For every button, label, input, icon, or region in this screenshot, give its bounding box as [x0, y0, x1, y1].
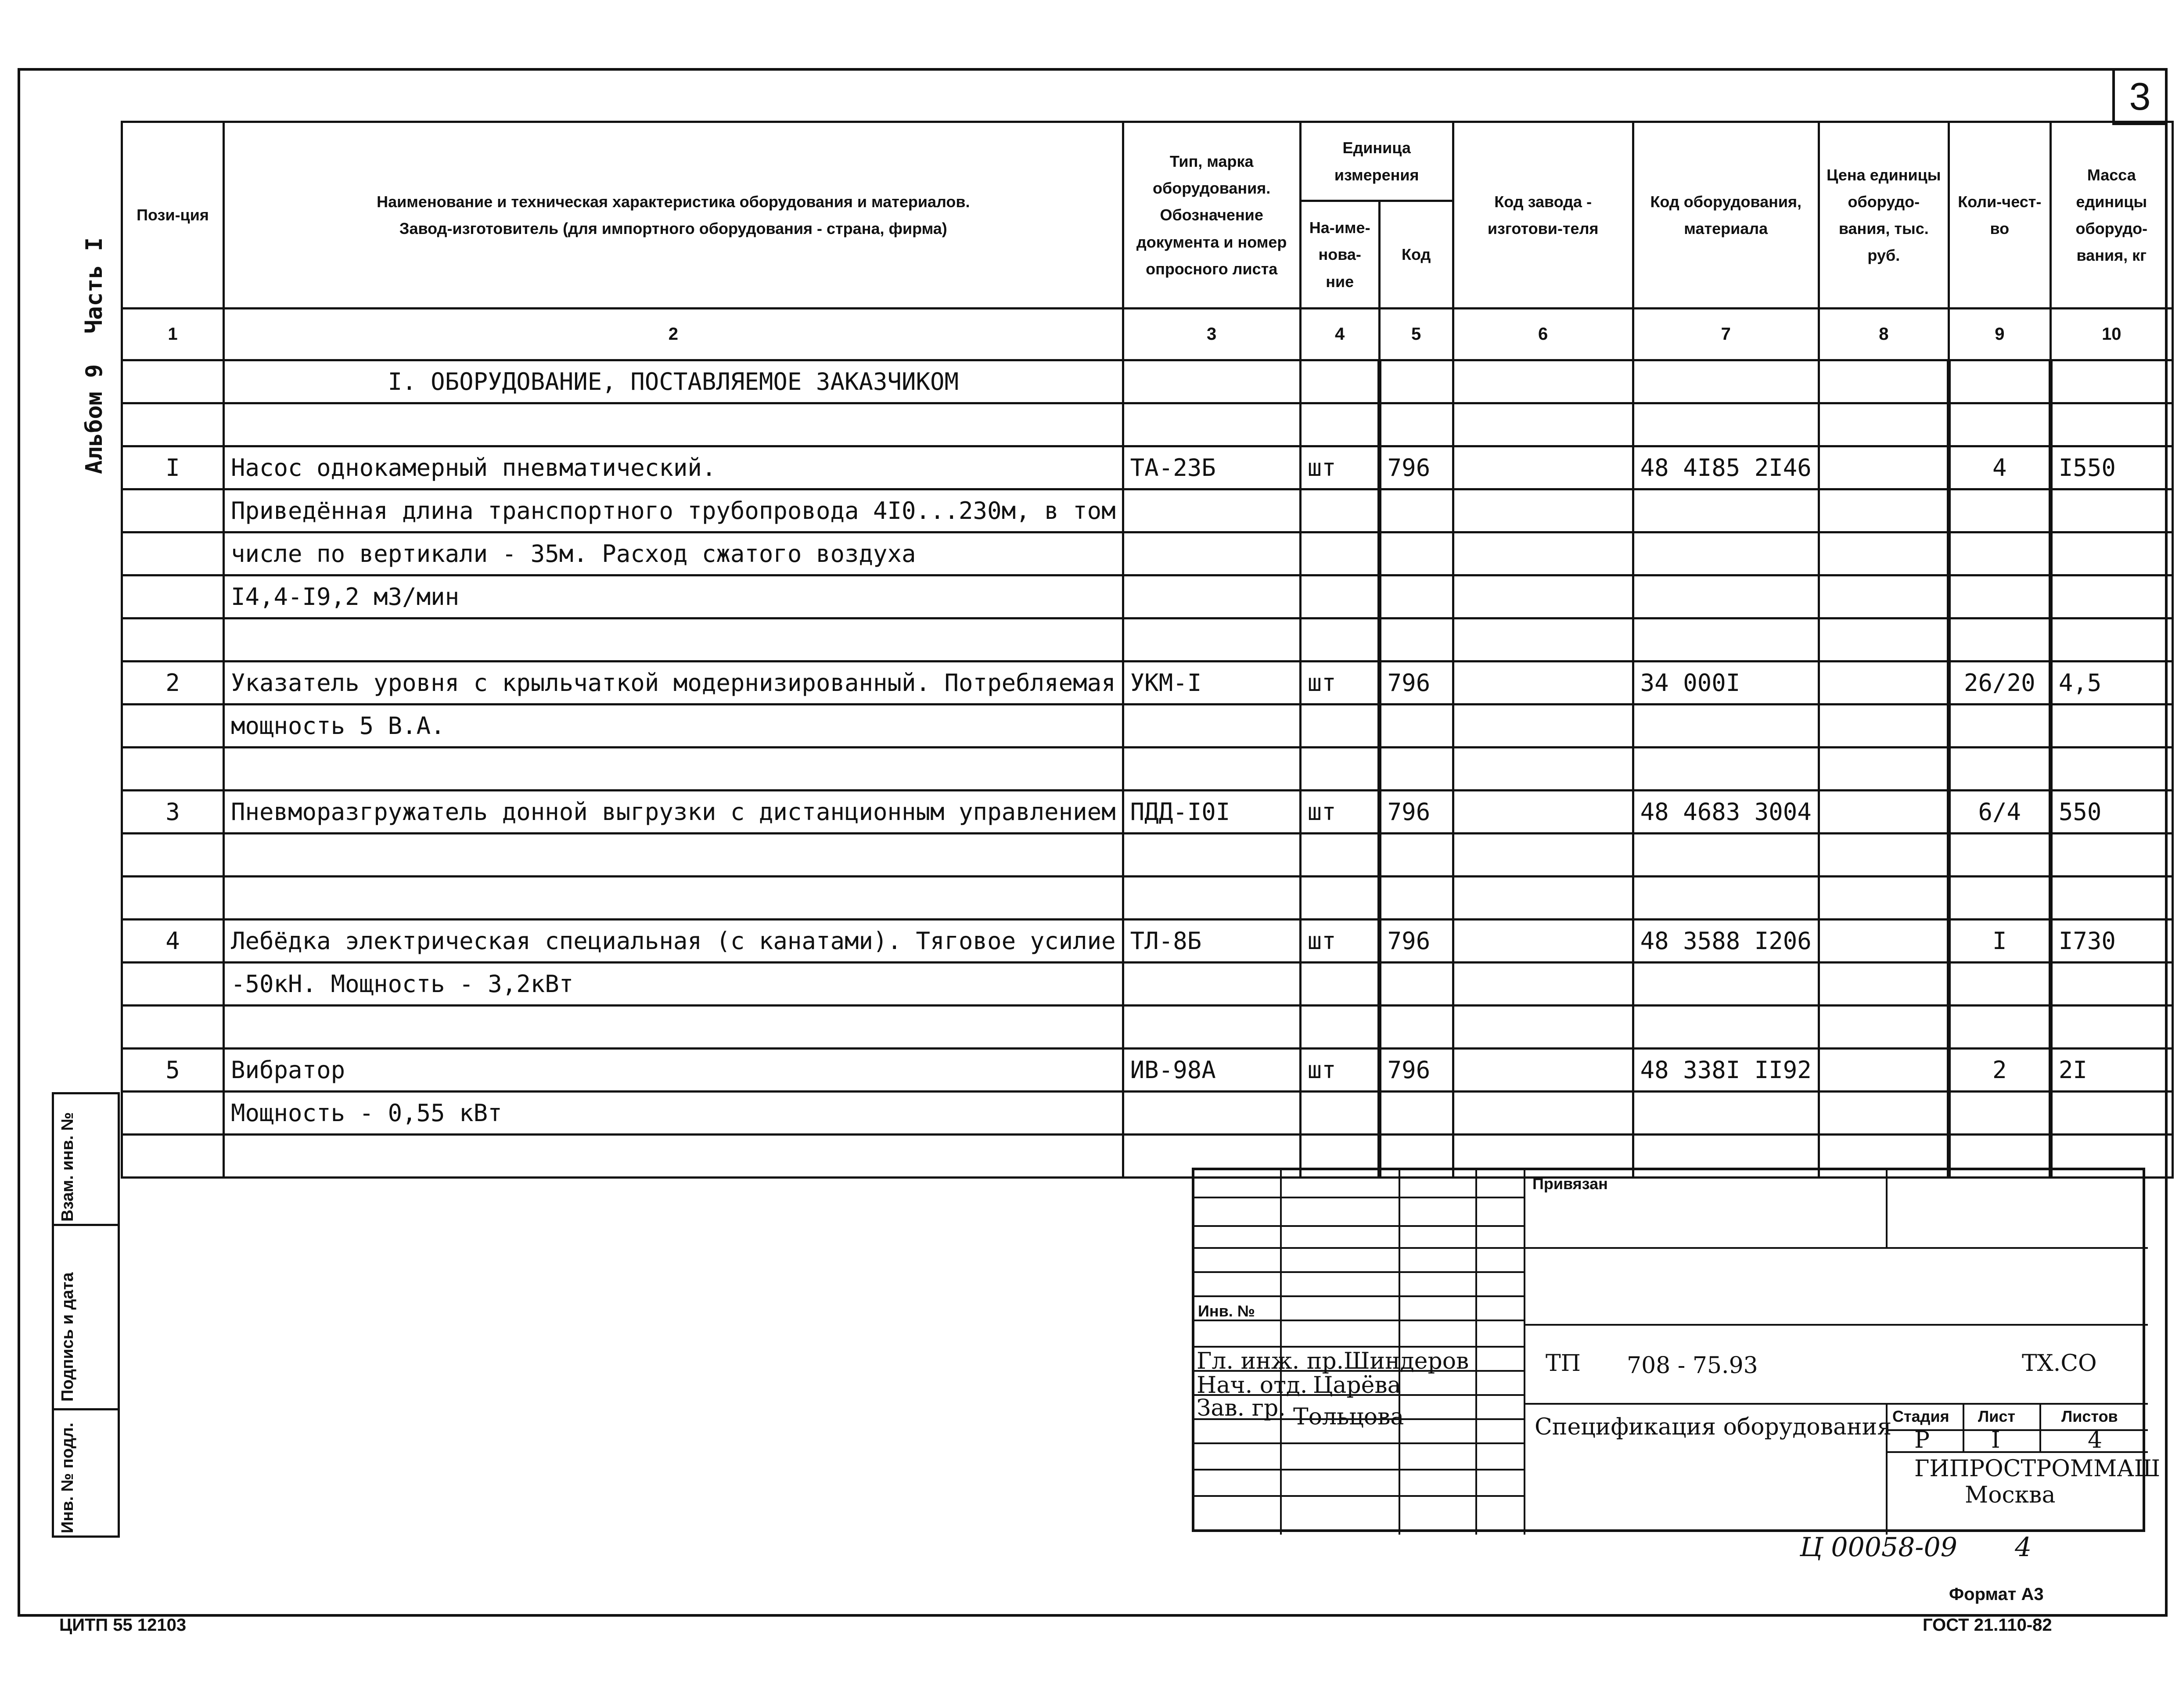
cell-maker: [1453, 662, 1633, 705]
cell-unit: шт: [1300, 791, 1379, 834]
sheets-label: Листов: [2061, 1407, 2118, 1425]
cell-code: 796: [1379, 920, 1453, 963]
ref-inv-label: Взам. инв. №: [58, 1112, 77, 1222]
cell-pos: [122, 1092, 224, 1135]
stage-value: Р: [1914, 1427, 1930, 1453]
attached-label: Привязан: [1532, 1175, 1608, 1193]
group-head-name: Тольцова: [1293, 1404, 1404, 1430]
cell-code: [1379, 705, 1453, 748]
header-name-line2: Завод-изготовитель (для импортного оборудования - страна, фирма): [399, 219, 947, 237]
cell-type: [1123, 532, 1300, 575]
cell-maker: [1453, 446, 1633, 489]
cell-mass: I550: [2050, 446, 2172, 489]
cell-maker: [1453, 877, 1633, 920]
stamp-line: [1524, 1324, 2148, 1326]
header-type: Тип, марка оборудования. Обозначение документа и номер опросного листа: [1123, 122, 1300, 309]
cell-unit: [1300, 748, 1379, 791]
cell-price: [1819, 1006, 1949, 1049]
cell-code: 796: [1379, 662, 1453, 705]
cell-maker: [1453, 575, 1633, 618]
cell-maker: [1453, 705, 1633, 748]
cell-unit: [1300, 877, 1379, 920]
sheet-label: Лист: [1978, 1407, 2016, 1425]
cell-maker: [1453, 618, 1633, 662]
cell-equip: [1633, 1006, 1819, 1049]
cell-code: 796: [1379, 1049, 1453, 1092]
cell-code: [1379, 532, 1453, 575]
cell-mass: 550: [2050, 791, 2172, 834]
dept-head-name: Царёва: [1313, 1372, 1401, 1399]
cell-mass: [2050, 705, 2172, 748]
cell-unit: [1300, 532, 1379, 575]
cell-type: [1123, 748, 1300, 791]
cell-type: [1123, 877, 1300, 920]
stamp-line: [1524, 1403, 2148, 1405]
cell-type: [1123, 575, 1300, 618]
cell-unit: [1300, 618, 1379, 662]
cell-maker: [1453, 834, 1633, 877]
cell-type: ПДД-I0I: [1123, 791, 1300, 834]
cell-name: Лебёдка электрическая специальная (с канатами). Тяговое усилие: [224, 920, 1123, 963]
header-mass: Масса единицы оборудо-вания, кг: [2050, 122, 2172, 309]
cell-code: 796: [1379, 791, 1453, 834]
org-name: ГИПРОСТРОММАШ: [1914, 1456, 2161, 1482]
footer-right: ГОСТ 21.110-82: [1923, 1615, 2052, 1635]
cell-price: [1819, 489, 1949, 532]
cell-unit: [1300, 575, 1379, 618]
col-number: 6: [1453, 309, 1633, 360]
cell-qty: [1949, 489, 2050, 532]
cell-price: [1819, 1092, 1949, 1135]
cell-code: [1379, 1006, 1453, 1049]
stamp-line: [1194, 1295, 1524, 1297]
header-name-line1: Наименование и техническая характеристика оборудования и материалов.: [377, 192, 970, 211]
cell-equip: [1633, 748, 1819, 791]
table-row: [122, 1006, 2173, 1049]
part-title: Часть I: [81, 237, 108, 334]
cell-mass: I730: [2050, 920, 2172, 963]
cell-price: [1819, 920, 1949, 963]
table-row: [122, 705, 2173, 748]
stamp-line: [1194, 1442, 1524, 1444]
cell-equip: [1633, 618, 1819, 662]
col-number: 9: [1949, 309, 2050, 360]
table-row: [122, 446, 2173, 489]
cell-code: [1379, 1092, 1453, 1135]
cell-type: ТЛ-8Б: [1123, 920, 1300, 963]
cell-maker: [1453, 1049, 1633, 1092]
col-number: 2: [224, 309, 1123, 360]
title-block: [1192, 1168, 2161, 1532]
column-numbers-row: [122, 309, 2173, 360]
cell-qty: [1949, 575, 2050, 618]
stamp-line: [2039, 1403, 2041, 1451]
stamp-line: [1194, 1271, 1524, 1273]
cell-type: [1123, 963, 1300, 1006]
cell-name: I4,4-I9,2 м3/мин: [224, 575, 1123, 618]
cell-pos: [122, 489, 224, 532]
cell-equip: [1633, 705, 1819, 748]
cell-mass: [2050, 575, 2172, 618]
chief-eng-name: Шиндеров: [1344, 1348, 1469, 1374]
header-maker-code: Код завода - изготови-теля: [1453, 122, 1633, 309]
cell-name: [224, 1135, 1123, 1178]
cell-name: [224, 877, 1123, 920]
cell-name: -50кН. Мощность - 3,2кВт: [224, 963, 1123, 1006]
inv-no-label: Инв. №: [1198, 1302, 1255, 1320]
cell-equip: 48 4I85 2I46: [1633, 446, 1819, 489]
table-row: [122, 791, 2173, 834]
cell-type: [1123, 834, 1300, 877]
cell-qty: 26/20: [1949, 662, 2050, 705]
stamp-line: [1524, 1247, 2148, 1249]
stamp-line: [1963, 1403, 1964, 1451]
table-row: [122, 662, 2173, 705]
cell-unit: [1300, 963, 1379, 1006]
cell-name: [224, 618, 1123, 662]
cell-equip: [1633, 489, 1819, 532]
cell-mass: [2050, 618, 2172, 662]
dept-head-role: Нач. отд.: [1197, 1372, 1308, 1399]
cell-maker: [1453, 748, 1633, 791]
stamp-line: [1524, 1170, 1525, 1535]
cell-maker: [1453, 489, 1633, 532]
table-row: [122, 920, 2173, 963]
cell-price: [1819, 834, 1949, 877]
cell-maker: [1453, 963, 1633, 1006]
cell-pos: 2: [122, 662, 224, 705]
cell-pos: 3: [122, 791, 224, 834]
stamp-line: [1194, 1469, 1524, 1471]
stamp-line: [1194, 1197, 1524, 1198]
header-unit-code: Код: [1379, 201, 1453, 309]
cell-pos: [122, 963, 224, 1006]
col-number: 4: [1300, 309, 1379, 360]
cell-price: [1819, 877, 1949, 920]
cell-mass: 2I: [2050, 1049, 2172, 1092]
cell-equip: 48 3588 I206: [1633, 920, 1819, 963]
side-stamp: [52, 1092, 120, 1538]
cell-mass: [2050, 1006, 2172, 1049]
cell-price: [1819, 705, 1949, 748]
header-unit-name: На-име-нова-ние: [1300, 201, 1379, 309]
cell-name: Указатель уровня с крыльчаткой модернизированный. Потребляемая: [224, 662, 1123, 705]
table-row: [122, 489, 2173, 532]
table-row: [122, 748, 2173, 791]
cell-pos: [122, 1135, 224, 1178]
table-row: [122, 532, 2173, 575]
cell-name: мощность 5 В.А.: [224, 705, 1123, 748]
table-row: [122, 834, 2173, 877]
sheet-value: I: [1991, 1427, 2000, 1453]
cell-price: [1819, 446, 1949, 489]
stamp-line: [1194, 1225, 1524, 1227]
cell-name: [224, 748, 1123, 791]
format-label: Формат А3: [1949, 1585, 2044, 1604]
cell-name: [224, 1006, 1123, 1049]
cell-mass: [2050, 834, 2172, 877]
sheets-value: 4: [2088, 1427, 2103, 1453]
cell-pos: [122, 532, 224, 575]
cell-equip: [1633, 1092, 1819, 1135]
cell-pos: 5: [122, 1049, 224, 1092]
group-head-role: Зав. гр.: [1197, 1395, 1286, 1421]
cell-equip: 34 000I: [1633, 662, 1819, 705]
cell-qty: [1949, 618, 2050, 662]
album-title: Альбом 9: [81, 364, 108, 474]
header-unit: Единица измерения: [1300, 122, 1453, 201]
cell-code: [1379, 877, 1453, 920]
cell-maker: [1453, 1006, 1633, 1049]
header-pos: Пози-ция: [122, 122, 224, 309]
archive-number: Ц 00058-09: [1800, 1532, 1957, 1563]
cell-maker: [1453, 791, 1633, 834]
stamp-line: [1194, 1346, 1524, 1348]
footer-left: ЦИТП 55 12103: [59, 1615, 187, 1635]
table-row: [122, 575, 2173, 618]
cell-mass: [2050, 1092, 2172, 1135]
cell-qty: [1949, 705, 2050, 748]
cell-type: УКМ-I: [1123, 662, 1300, 705]
cell-pos: [122, 575, 224, 618]
cell-qty: 4: [1949, 446, 2050, 489]
cell-name: числе по вертикали - 35м. Расход сжатого воздуха: [224, 532, 1123, 575]
cell-unit: [1300, 1006, 1379, 1049]
table-row: [122, 1049, 2173, 1092]
cell-unit: [1300, 705, 1379, 748]
cell-maker: [1453, 1092, 1633, 1135]
cell-pos: [122, 618, 224, 662]
cell-type: [1123, 618, 1300, 662]
cell-unit: [1300, 834, 1379, 877]
cell-price: [1819, 662, 1949, 705]
col-number: 3: [1123, 309, 1300, 360]
cell-qty: [1949, 877, 2050, 920]
cell-price: [1819, 532, 1949, 575]
cell-qty: [1949, 1006, 2050, 1049]
cell-code: [1379, 748, 1453, 791]
cell-equip: [1633, 877, 1819, 920]
cell-qty: [1949, 532, 2050, 575]
header-name: [224, 122, 1123, 309]
section-row: [122, 360, 2173, 403]
doc-suffix: ТХ.СО: [2022, 1350, 2097, 1377]
cell-name: Насос однокамерный пневматический.: [224, 446, 1123, 489]
cell-unit: [1300, 489, 1379, 532]
cell-type: [1123, 705, 1300, 748]
doc-number: 708 - 75.93: [1627, 1352, 1758, 1379]
stamp-line: [1194, 1495, 1524, 1497]
cell-equip: [1633, 532, 1819, 575]
cell-pos: [122, 834, 224, 877]
cell-qty: [1949, 963, 2050, 1006]
cell-equip: [1633, 834, 1819, 877]
sign-date-label: Подпись и дата: [58, 1272, 77, 1402]
col-number: 8: [1819, 309, 1949, 360]
col-number: 5: [1379, 309, 1453, 360]
table-row: [122, 618, 2173, 662]
cell-unit: шт: [1300, 662, 1379, 705]
cell-name: Приведённая длина транспортного трубопровода 4I0...230м, в том: [224, 489, 1123, 532]
stamp-line: [1886, 1170, 1888, 1247]
cell-unit: шт: [1300, 920, 1379, 963]
cell-pos: [122, 748, 224, 791]
cell-name: Мощность - 0,55 кВт: [224, 1092, 1123, 1135]
cell-price: [1819, 748, 1949, 791]
cell-code: [1379, 618, 1453, 662]
cell-maker: [1453, 920, 1633, 963]
cell-equip: [1633, 963, 1819, 1006]
cell-qty: 6/4: [1949, 791, 2050, 834]
cell-type: ИВ-98А: [1123, 1049, 1300, 1092]
doc-prefix: ТП: [1546, 1350, 1581, 1377]
header-price: Цена единицы оборудо-вания, тыс. руб.: [1819, 122, 1949, 309]
cell-pos: I: [122, 446, 224, 489]
doc-title: Спецификация оборудования: [1535, 1414, 1892, 1440]
cell-unit: шт: [1300, 446, 1379, 489]
stage-label: Стадия: [1892, 1407, 1949, 1425]
col-number: 7: [1633, 309, 1819, 360]
handwritten-num: 4: [2015, 1532, 2032, 1563]
cell-name: Вибратор: [224, 1049, 1123, 1092]
cell-mass: [2050, 489, 2172, 532]
cell-qty: [1949, 834, 2050, 877]
page-number: 3: [2112, 68, 2168, 125]
cell-equip: [1633, 575, 1819, 618]
cell-qty: [1949, 1092, 2050, 1135]
col-number: 10: [2050, 309, 2172, 360]
cell-code: [1379, 489, 1453, 532]
cell-qty: I: [1949, 920, 2050, 963]
cell-code: [1379, 963, 1453, 1006]
cell-price: [1819, 963, 1949, 1006]
cell-qty: [1949, 748, 2050, 791]
section-title: I. ОБОРУДОВАНИЕ, ПОСТАВЛЯЕМОЕ ЗАКАЗЧИКОМ: [224, 360, 1123, 403]
table-row: [122, 1092, 2173, 1135]
cell-code: [1379, 834, 1453, 877]
blank-row: [122, 403, 2173, 446]
cell-code: [1379, 575, 1453, 618]
cell-unit: шт: [1300, 1049, 1379, 1092]
cell-type: [1123, 489, 1300, 532]
col-number: 1: [122, 309, 224, 360]
cell-pos: [122, 705, 224, 748]
cell-mass: [2050, 532, 2172, 575]
cell-unit: [1300, 1092, 1379, 1135]
cell-mass: [2050, 963, 2172, 1006]
cell-price: [1819, 791, 1949, 834]
cell-mass: 4,5: [2050, 662, 2172, 705]
cell-pos: 4: [122, 920, 224, 963]
cell-equip: 48 338I II92: [1633, 1049, 1819, 1092]
cell-price: [1819, 1049, 1949, 1092]
cell-mass: [2050, 748, 2172, 791]
cell-price: [1819, 575, 1949, 618]
cell-type: ТА-23Б: [1123, 446, 1300, 489]
cell-mass: [2050, 877, 2172, 920]
chief-eng-role: Гл. инж. пр.: [1197, 1348, 1344, 1374]
cell-maker: [1453, 532, 1633, 575]
specification-table: [121, 121, 2174, 1179]
table-row: [122, 963, 2173, 1006]
cell-code: 796: [1379, 446, 1453, 489]
cell-qty: 2: [1949, 1049, 2050, 1092]
cell-pos: [122, 1006, 224, 1049]
cell-equip: 48 4683 3004: [1633, 791, 1819, 834]
org-city: Москва: [1965, 1482, 2056, 1508]
header-equip-code: Код оборудования, материала: [1633, 122, 1819, 309]
cell-price: [1819, 618, 1949, 662]
stamp-line: [1194, 1247, 1524, 1249]
inv-orig-label: Инв. № подл.: [58, 1422, 77, 1533]
cell-type: [1123, 1006, 1300, 1049]
header-qty: Коли-чест-во: [1949, 122, 2050, 309]
cell-name: Пневморазгружатель донной выгрузки с дистанционным управлением: [224, 791, 1123, 834]
table-row: [122, 877, 2173, 920]
cell-pos: [122, 877, 224, 920]
cell-name: [224, 834, 1123, 877]
cell-type: [1123, 1092, 1300, 1135]
